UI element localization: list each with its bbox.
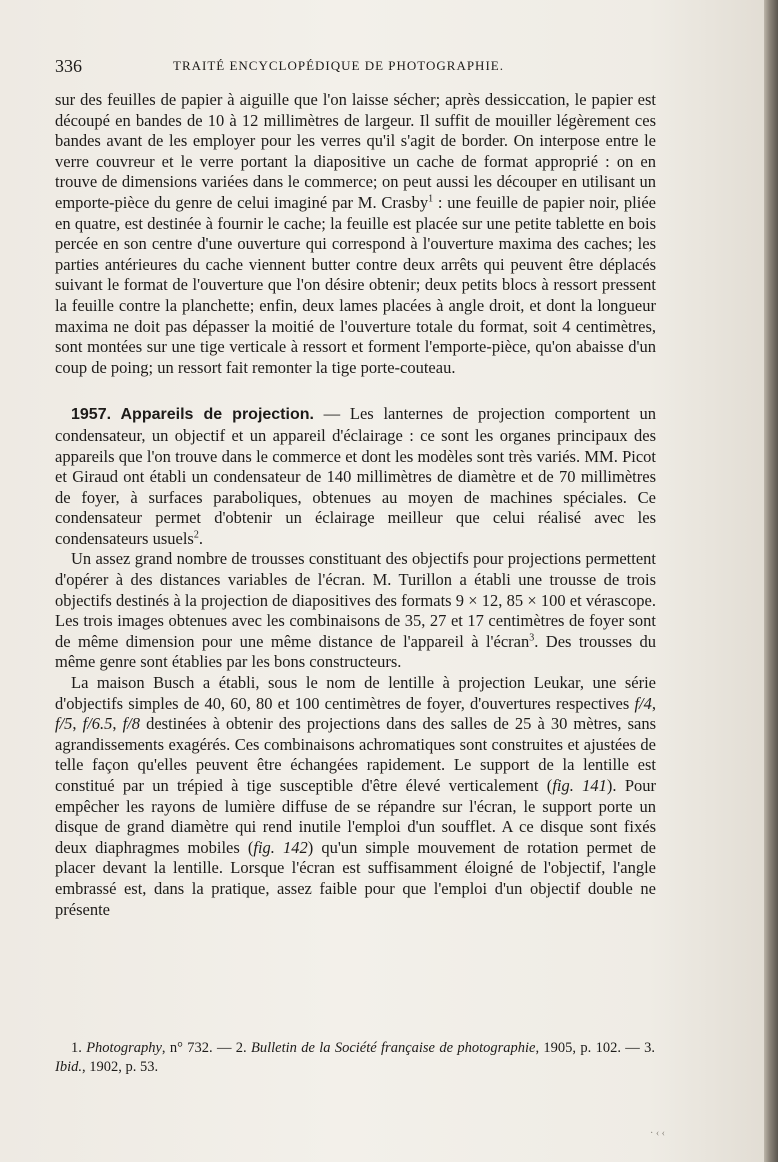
footnote-text: , 1905, p. 102. —	[535, 1040, 645, 1056]
footnote-source: Bulletin de la Société française de photographie	[250, 1040, 536, 1056]
footnote-line	[55, 1039, 655, 1077]
aperture-value: f/8	[122, 714, 141, 734]
footnote-source: Ibid.	[55, 1059, 82, 1075]
section-title: Appareils de projection.	[120, 406, 314, 424]
running-title: TRAITÉ ENCYCLOPÉDIQUE DE PHOTOGRAPHIE.	[173, 58, 504, 73]
print-speck: · ‹ ‹	[650, 1128, 665, 1139]
paragraph-text: ). Pour empêcher les rayons de lumière diffuse de se répandre sur l'écran, le support porte un disque de grand diamètre qui rend inutile l'emploi d'un soufflet. A ce disque sont fixés deux diaphragmes mobiles (	[55, 776, 656, 857]
paragraph-continuation	[55, 90, 656, 378]
section-paragraph: 1957. Appareils de projection. — Les lanternes de projection comportent un condensateur, un objectif et un appareil d'éclairage : ce sont les organes principaux des appareils que l'on trouve dans le commerce et dont les modèles sont très variés. MM. Picot et Giraud ont établi un condensateur de 140 millimètres de diamètre et de 70 millimètres de foyer, à surfaces paraboliques, obtenues au moyen de machines spéciales. Ce condensateur permet d'obtenir un éclairage meilleur que celui réalisé avec les condensateurs usuels$^2$.	[55, 404, 656, 548]
paragraph	[55, 673, 656, 920]
footnotes	[55, 1039, 655, 1077]
body-text	[55, 90, 656, 920]
paragraph-text: destinées à obtenir des projections dans des salles de 25 à 30 mètres, sans agrandissements exagérés. Ces combinaisons achromatiques sont construites et ajustées de telle façon qu'elles peuvent être échangées rapidement. Le support de la lentille est constitué par un trépied à tige susceptible d'être élevé verticalement (	[55, 714, 657, 795]
aperture-value: f/5	[55, 714, 73, 734]
section-spacer	[55, 378, 656, 404]
paragraph-text: Un assez grand nombre de trousses constituant des objectifs pour projections permettent d'opérer à des distances variables de l'écran. M. Turillon a établi une trousse de trois objectifs destinés à la projection de diapositives des formats 9 × 12, 85 × 100 et vérascope. Les trois images obtenues avec les combinaisons de 35, 27 et 17 centimètres de foyer sont de même dimension pour une même distance de l'appareil à l'écran	[55, 549, 656, 651]
paragraph-text: — Les lanternes de projection comportent un condensateur, un objectif et un appareil d'éclairage : ce sont les organes principaux des appareils que l'on trouve dans le commerce et dont les modèles sont très variés. MM. Picot et Giraud ont établi un condensateur de 140 millimètres de diamètre et de 70 millimètres de foyer, à surfaces paraboliques, obtenues au moyen de machines spéciales. Ce condensateur permet d'obtenir un éclairage meilleur que celui réalisé avec les condensateurs usuels	[55, 404, 656, 548]
footnote-number: 2.	[235, 1040, 251, 1056]
paragraph	[55, 549, 656, 673]
footnote-text: , 1902, p. 53.	[81, 1059, 159, 1075]
footnote-source: Photography	[86, 1040, 162, 1056]
paragraph-text: ) qu'un simple mouvement de rotation permet de placer devant la lentille. Lorsque l'écran est suffisamment éloigné de l'objectif, l'angle embrassé est, dans la pratique, assez faible pour que l'emploi d'un objectif double ne présente	[55, 837, 656, 919]
paragraph-text: .	[198, 528, 203, 548]
paragraph-text: sur des feuilles de papier à aiguille que l'on laisse sécher; après dessiccation, le papier est découpé en bandes de 10 à 12 millimètres de largeur. Il suffit de mouiller légèrement ces bandes avant de les employer pour les verres qu'il s'agit de border. On interpose entre le verre couvreur et le verre portant la diapositive un cache de format approprié : on en trouve de dimensions variées dans le commerce; on peut aussi les découper en utilisant un emporte-pièce du genre de celui imaginé par M. Crasby	[55, 90, 656, 212]
separator: ,	[72, 714, 83, 734]
figure-reference: fig. 141	[552, 776, 607, 795]
paragraph-text: . Des trousses du même genre sont établies par les bons constructeurs.	[55, 631, 656, 672]
footnote-ref-2: 2	[193, 529, 199, 541]
footnote-ref-3: 3	[529, 632, 535, 644]
footnote-ref-1: 1	[428, 193, 434, 205]
page-edge-shadow	[764, 0, 778, 1162]
aperture-value: f/4	[634, 693, 652, 713]
footnote-text: , n° 732. —	[161, 1040, 236, 1056]
paragraph-text: La maison Busch a établi, sous le nom de lentille à projection Leukar, une série d'objectifs simples de 40, 60, 80 et 100 centimètres de foyer, d'ouvertures respectives	[55, 673, 656, 713]
separator: ,	[651, 693, 656, 713]
figure-reference: fig. 142	[253, 837, 308, 857]
footnote-number: 3.	[644, 1040, 655, 1056]
section-number: 1957	[71, 406, 107, 424]
separator: ,	[112, 714, 123, 734]
aperture-value: f/6.5	[82, 714, 113, 734]
page-number: 336	[55, 56, 82, 76]
paragraph-text: : une feuille de papier noir, pliée en quatre, est destinée à fournir le cache; la feuille est placée sur une petite tablette en bois percée en son centre d'une ouverture qui correspond à l'ouverture maxima des caches; les parties antérieures du cache viennent butter contre deux arrêts qui peuvent être déplacés suivant le format de l'ouverture que l'on désire obtenir; deux petits blocs à ressort pressent la feuille contre la planchette; enfin, deux lames placées à angle droit, et dont la longueur maxima ne doit pas dépasser la moitié de l'ouverture totale du format, soit 4 centimètres, sont montées sur une tige verticale à ressort et forment l'emporte-pièce, qu'on abaisse d'un coup de poing; un ressort fait remonter la tige porte-couteau.	[55, 192, 656, 377]
footnote-number: 1.	[71, 1040, 87, 1056]
